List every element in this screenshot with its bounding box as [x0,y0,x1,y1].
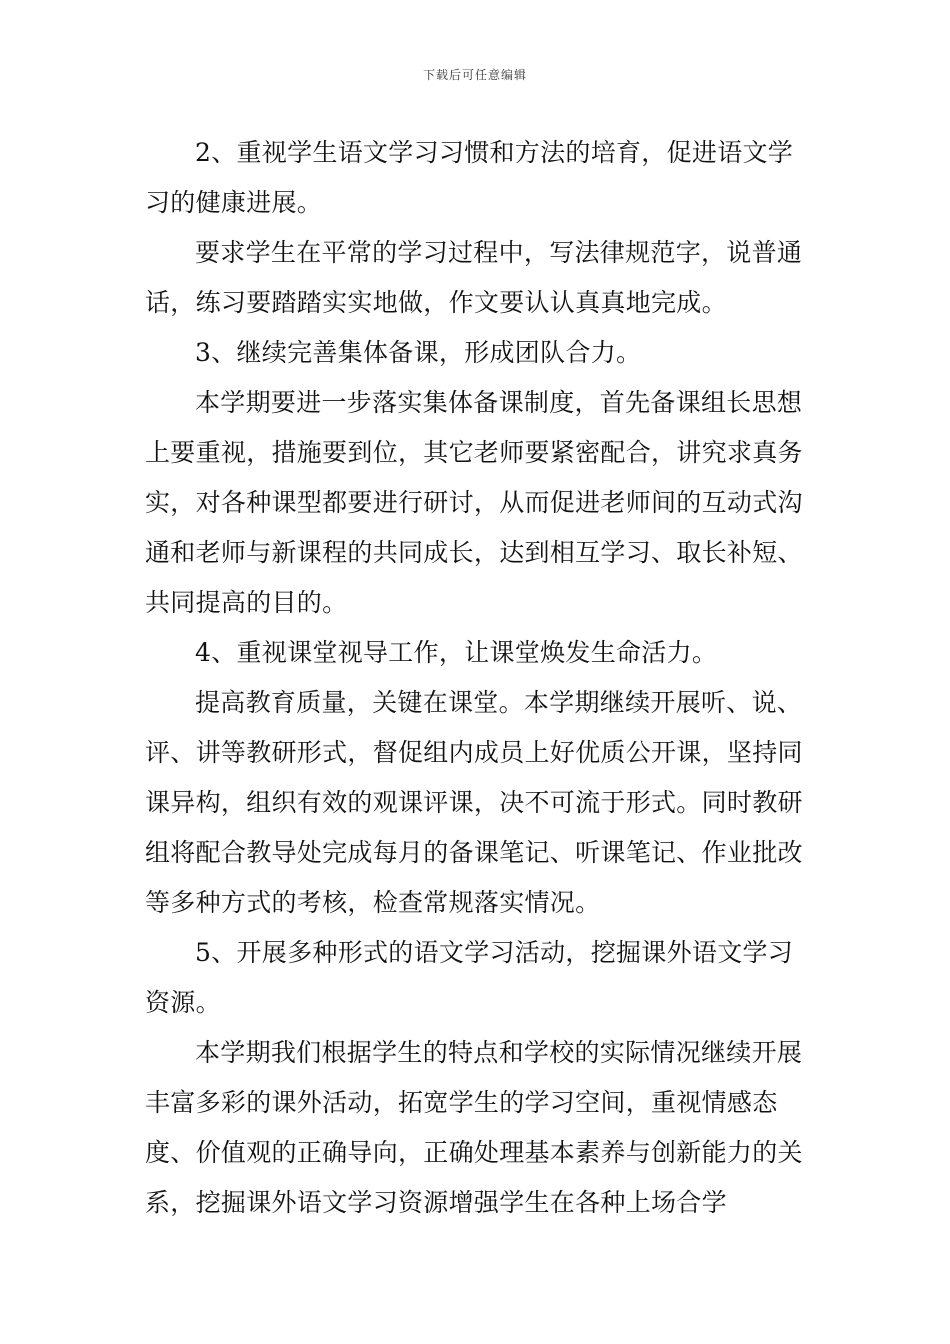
page-header: 下载后可任意编辑 [422,68,527,82]
section-heading-2: 2、重视学生语文学习习惯和方法的培育，促进语文学习的健康进展。 [145,138,794,217]
body-paragraph: 本学期要进一步落实集体备课制度，首先备课组长思想上要重视，措施要到位，其它老师要紧密配合，讲究求真务实，对各种课型都要进行研讨，从而促进老师间的互动式沟通和老师与新课程的共同成长，达到相互学习、取长补短、共同提高的目的。 [145,388,803,617]
section-heading-3: 3、继续完善集体备课，形成团队合力。 [195,338,642,367]
document-body [145,128,817,1228]
body-paragraph: 提高教育质量，关键在课堂。本学期继续开展听、说、评、讲等教研形式，督促组内成员上好优质公开课，坚持同课异构，组织有效的观课评课，决不可流于形式。同时教研组将配合教导处完成每月的备课笔记、听课笔记、作业批改等多种方式的考核，检查常规落实情况。 [145,688,803,917]
body-paragraph: 要求学生在平常的学习过程中，写法律规范字，说普通话，练习要踏踏实实地做，作文要认认真真地完成。 [145,238,803,317]
section-heading-5: 5、开展多种形式的语文学习活动，挖掘课外语文学习资源。 [145,938,794,1017]
section-heading-4: 4、重视课堂视导工作，让课堂焕发生命活力。 [195,638,718,667]
body-paragraph: 本学期我们根据学生的特点和学校的实际情况继续开展丰富多彩的课外活动，拓宽学生的学习空间，重视情感态度、价值观的正确导向，正确处理基本素养与创新能力的关系，挖掘课外语文学习资源增强学生在各种上场合学 [145,1038,803,1217]
